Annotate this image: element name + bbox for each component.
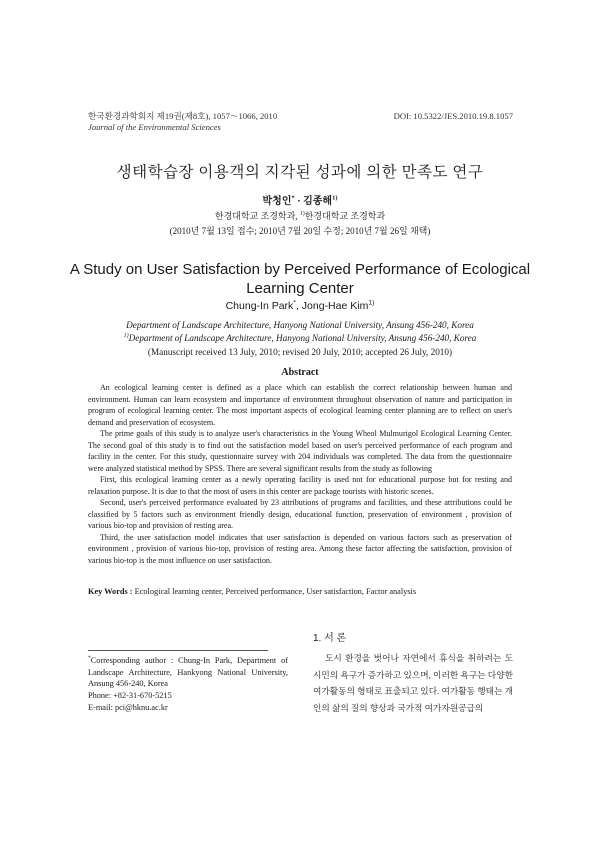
footnote-phone: Phone: +82-31-670-5215 (88, 691, 172, 701)
english-affiliation-1: Department of Landscape Architecture, Hanyong National University, Ansung 456-240, Korea (126, 320, 474, 330)
keywords-text: Ecological learning center, Perceived performance, User satisfaction, Factor analysis (134, 587, 417, 596)
korean-affiliation (0, 209, 600, 222)
affiliation-2-mark: 1) (299, 211, 305, 217)
korean-author-1: 박청인 (262, 196, 292, 207)
korean-author-2: 김종해 (303, 196, 333, 207)
section-body (313, 650, 513, 716)
manuscript-dates: (Manuscript received 13 July, 2010; revised 20 July, 2010; accepted 26 July, 2010) (147, 347, 453, 357)
author-2-mark: 1) (332, 194, 338, 202)
english-title: A Study on User Satisfaction by Perceived Performance of Ecological Learning Center (69, 261, 531, 297)
author-separator: · (294, 196, 304, 207)
english-affiliation-2-line (0, 333, 600, 343)
keywords (88, 587, 512, 596)
korean-title: 생태학습장 이용객의 지각된 성과에 의한 만족도 연구 (116, 164, 484, 181)
journal-name: Journal of the Environmental Sciences (88, 122, 221, 132)
abstract-paragraph: First, this ecological learning center as a newly operating facility is used not for educational purpose but for resting and relaxation purpose. It is due to that the most of users in this center are package tourists with historic scenes. (88, 475, 512, 496)
korean-dates: (2010년 7월 13일 접수; 2010년 7월 20일 수정; 2010년 7월 26일 채택) (169, 226, 431, 236)
footnote-corresponding (88, 655, 288, 690)
english-author-1-mark: * (293, 299, 296, 307)
footnote (88, 655, 288, 714)
keywords-label: Key Words : (88, 587, 135, 596)
doi: DOI: 10.5322/JES.2010.19.8.1057 (393, 111, 513, 121)
korean-affiliation-1: 한경대학교 조경학과, (214, 211, 298, 221)
page-header-left (88, 111, 277, 133)
english-author-2-mark: 1) (368, 299, 375, 307)
body-paragraph: 도시 환경을 벗어나 자연에서 휴식을 취하려는 도시민의 욕구가 증가하고 있으며, 이러한 욕구는 다양한 여가활동의 형태로 표출되고 있다. 여가활동 행태는 개인의 삶의 질의 향상과 국가적 여가자원공급의 (313, 653, 513, 713)
english-authors (0, 300, 600, 312)
abstract-paragraph: Third, the user satisfaction model indicates that user satisfaction is depended on various factors such as preservation of environment , provision of various bio-top, provision of resting area. Among these factor affecting the satisfaction, provision of various bio-top is the most influence on user satisfaction. (88, 532, 512, 565)
footnote-mark: * (88, 655, 91, 662)
abstract-paragraph: The prime goals of this study is to analyze user's characteristics in the Young Wheol Mulmurigol Ecological Learning Center. The second goal of this study is to find out the satisfaction model based on user's perceived performance of each program and facility in the center. For this study, questionnaire survey with 204 individuals was completed. The data from the questionnaire were analyzed statistical method by SPSS. There are several significant results from the study as following (88, 429, 512, 473)
english-author-1: Chung-In Park (225, 300, 294, 312)
korean-affiliation-2: 한경대학교 조경학과 (304, 211, 386, 221)
korean-authors (0, 192, 600, 207)
english-author-separator: , (295, 300, 302, 312)
abstract-body (88, 382, 512, 566)
abstract-heading: Abstract (281, 367, 319, 378)
footnote-author-info: Corresponding author : Chung-In Park, Department of Landscape Architecture, Hankyong National University, Ansung 456-240, Korea (88, 656, 288, 689)
english-affiliation-2: Department of Landscape Architecture, Hanyong National University, Ansung 456-240, Korea (128, 333, 477, 343)
journal-info: 한국환경과학회지 제19권(제8호), 1057～1066, 2010 (88, 111, 278, 121)
section-heading: 1. 서 론 (313, 633, 347, 644)
english-affiliation-2-mark: 1) (123, 332, 129, 339)
abstract-paragraph: Second, user's perceived performance evaluated by 23 attributions of programs and facilities, and these attributions could be classified by 5 factors such as environment friendly design, educational function, preservation of environment , provision of various bio-top and provision of resting area. (88, 498, 512, 530)
footnote-rule (88, 650, 268, 651)
author-1-mark: * (291, 194, 295, 202)
abstract-paragraph: An ecological learning center is defined as a place which can establish the correct relationship between human and environment. Human can learn ecosystem and importance of environment throughout observation of nature and participation in program of ecological learning center. The most important aspects of ecological learning center planning are to reflect on user's demand and preservation of ecosystem. (88, 383, 512, 427)
english-author-2: Jong-Hae Kim (301, 300, 369, 312)
footnote-email: E-mail: pci@hknu.ac.kr (88, 702, 168, 712)
